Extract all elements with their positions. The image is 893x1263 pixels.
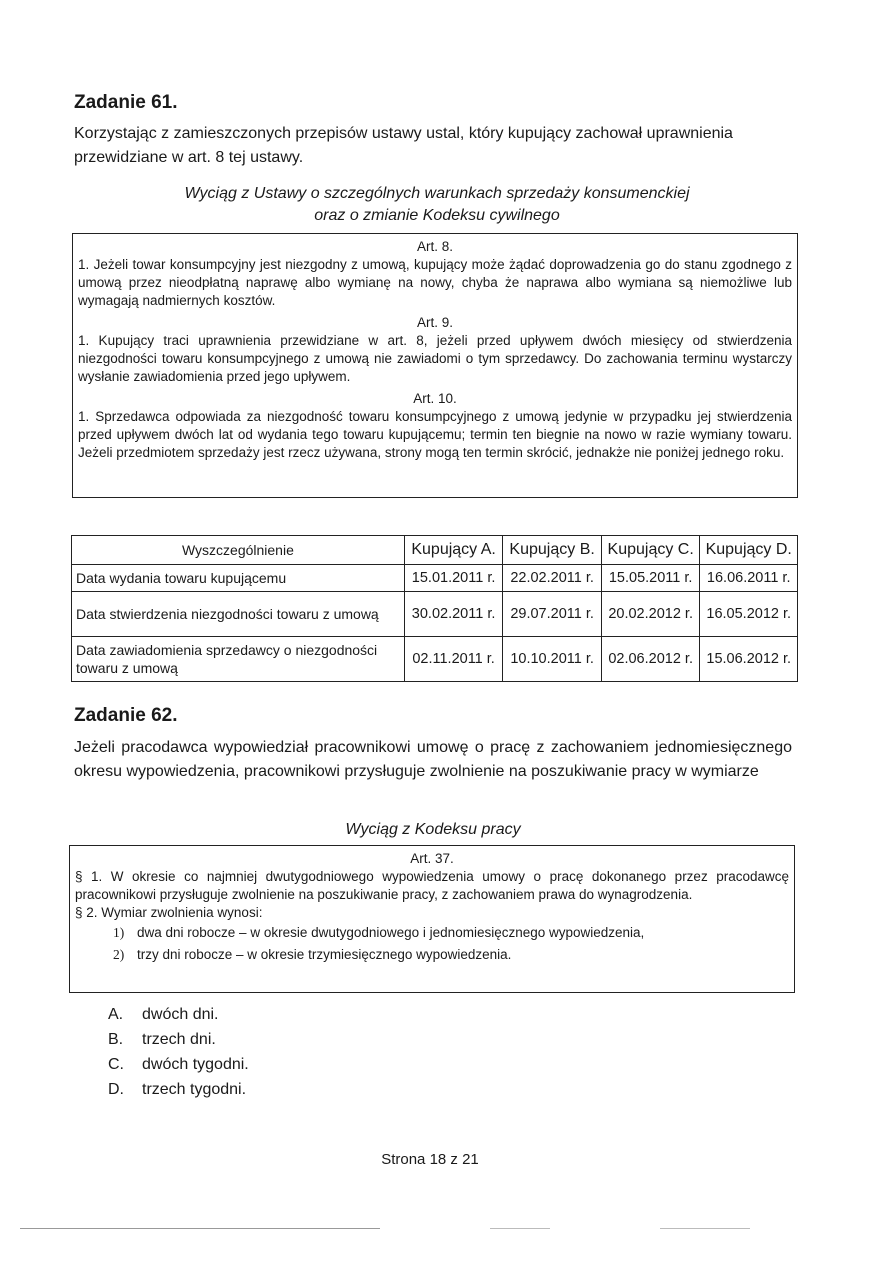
article-text: 1. Jeżeli towar konsumpcyjny jest niezgodny z umową, kupujący może żądać doprowadzenia go do stanu zgodnego z umową przez nieodpłatną naprawę albo wymianę na nowy, chyba że naprawa albo wymiana są niemożliwe lub wymagają nadmiernych kosztów.: [78, 257, 792, 308]
column-header: Kupujący D.: [700, 536, 798, 565]
scan-edge-line: [490, 1228, 550, 1229]
task-62-question: Jeżeli pracodawca wypowiedział pracownikowi umowę o pracę z zachowaniem jednomiesięcznego okresu wypowiedzenia, pracownikowi przysługuje zwolnienie na poszukiwanie pracy w wymiarze: [74, 739, 792, 780]
answer-option-c[interactable]: C. dwóch tygodni.: [108, 1056, 249, 1073]
table-cell: 10.10.2011 r.: [503, 637, 602, 682]
answer-option-b[interactable]: B. trzech dni.: [108, 1031, 216, 1048]
article-title: Art. 9.: [416, 315, 453, 330]
article-title: Art. 37.: [410, 851, 454, 866]
point-number: 2): [113, 947, 125, 962]
point-number: 1): [113, 925, 125, 940]
points-list: [75, 924, 789, 964]
article-text: 1. Sprzedawca odpowiada za niezgodność towaru konsumpcyjnego z umową jedynie w przypadku jej stwierdzenia przed upływem dwóch lat od wydania tego towaru kupującemu; termin ten biegnie na nowo w razie wymiany towaru. Jeżeli przedmiotem sprzedaży jest rzecz używana, strony mogą ten termin skrócić, jednakże nie poniżej jednego roku.: [78, 409, 792, 460]
column-header: Kupujący B.: [503, 536, 602, 565]
table-cell: 02.11.2011 r.: [404, 637, 503, 682]
paragraph-2: § 2. Wymiar zwolnienia wynosi:: [75, 905, 263, 920]
table-cell: 16.05.2012 r.: [700, 592, 798, 637]
scan-edge-line: [660, 1228, 750, 1229]
table-header-row: [72, 536, 798, 565]
row-label: Data wydania towaru kupującemu: [72, 565, 405, 592]
article-text: 1. Kupujący traci uprawnienia przewidziane w art. 8, jeżeli przed upływem dwóch miesięcy od stwierdzenia niezgodności towaru konsumpcyjnego z umową nie zawiadomi o tym sprzedawcy. Do zachowania terminu wystarczy wysłanie zawiadomienia przed jego upływem.: [78, 333, 792, 384]
task-61-caption: [74, 183, 800, 227]
article-title: Art. 10.: [413, 391, 457, 406]
column-header: Kupujący A.: [404, 536, 503, 565]
list-item: [75, 924, 789, 942]
task-62-heading: Zadanie 62.: [74, 705, 178, 726]
page-number: Strona 18 z 21: [381, 1151, 479, 1168]
paragraph-1: § 1. W okresie co najmniej dwutygodniowego wypowiedzenia umowy o pracę dokonanego przez pracodawcę pracownikowi przysługuje zwolnienie na poszukiwanie pracy, z zachowaniem prawa do wynagrodzenia.: [75, 869, 789, 902]
table-cell: 22.02.2011 r.: [503, 565, 602, 592]
scan-edge-line: [20, 1228, 380, 1229]
answer-options: [108, 1002, 249, 1102]
table-cell: 15.05.2011 r.: [601, 565, 700, 592]
answer-option-d[interactable]: D. trzech tygodni.: [108, 1081, 247, 1098]
caption-line-2: oraz o zmianie Kodeksu cywilnego: [314, 207, 560, 224]
row-label: Data zawiadomienia sprzedawcy o niezgodności towaru z umową: [72, 637, 405, 682]
table-row: [72, 565, 798, 592]
task-62-caption: Wyciąg z Kodeksu pracy: [345, 821, 521, 838]
answer-option-a[interactable]: A. dwóch dni.: [108, 1006, 219, 1023]
list-item: [75, 946, 789, 964]
caption-line-1: Wyciąg z Ustawy o szczególnych warunkach sprzedaży konsumenckiej: [184, 185, 690, 202]
table-cell: 16.06.2011 r.: [700, 565, 798, 592]
table-cell: 20.02.2012 r.: [601, 592, 700, 637]
column-header: Kupujący C.: [601, 536, 700, 565]
point-text: trzy dni robocze – w okresie trzymiesięcznego wypowiedzenia.: [137, 947, 512, 962]
table-cell: 15.01.2011 r.: [404, 565, 503, 592]
column-header: Wyszczególnienie: [72, 536, 405, 565]
task-61-question: Korzystając z zamieszczonych przepisów ustawy ustal, który kupujący zachował uprawnienia przewidziane w art. 8 tej ustawy.: [74, 125, 733, 166]
law-excerpt-box: [72, 233, 798, 498]
task-61-heading: Zadanie 61.: [74, 92, 178, 113]
table-cell: 30.02.2011 r.: [404, 592, 503, 637]
table-row: [72, 592, 798, 637]
table-cell: 29.07.2011 r.: [503, 592, 602, 637]
buyers-table: [71, 535, 798, 682]
table-cell: 15.06.2012 r.: [700, 637, 798, 682]
labour-code-box: [69, 845, 795, 993]
article-title: Art. 8.: [416, 239, 453, 254]
row-label: Data stwierdzenia niezgodności towaru z umową: [72, 592, 405, 637]
table-row: [72, 637, 798, 682]
table-cell: 02.06.2012 r.: [601, 637, 700, 682]
point-text: dwa dni robocze – w okresie dwutygodniowego i jednomiesięcznego wypowiedzenia,: [137, 925, 645, 940]
